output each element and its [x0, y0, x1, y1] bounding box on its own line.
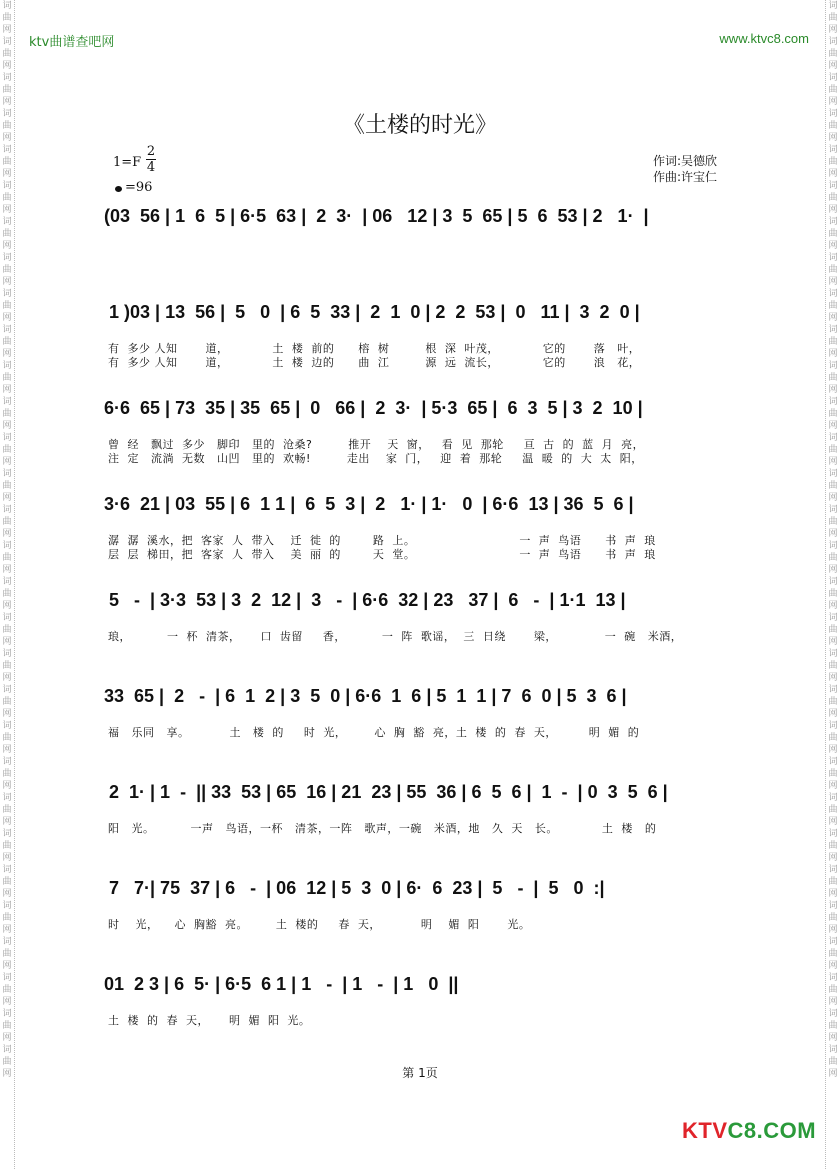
time-signature-bottom: 4	[146, 160, 156, 175]
notation: 1 )03 | 13 56 | 5 0 | 6 5 33 | 2 1 0 | 2 2 53 | 0 11 | 3 2 0 |	[104, 302, 640, 322]
time-signature	[146, 144, 156, 175]
lyric-line: 层 层 梯田，把 客家 人 带入 美 丽 的 天 堂。 一 声 鸟语 书 声 琅	[108, 548, 656, 561]
score-line-1	[104, 206, 752, 230]
composer: 作曲:许宝仁	[653, 170, 718, 184]
score-line-9	[104, 974, 752, 998]
credits	[653, 153, 717, 185]
right-watermark-strip	[825, 0, 840, 1169]
side-watermark-text: 词曲网词曲网词曲网词曲网词曲网词曲网词曲网词曲网词曲网词曲网词曲网词曲网词曲网词曲网词曲网词曲网词曲网词曲网词曲网词曲网词曲网词曲网词曲网词曲网词曲网词曲网词曲网词曲网词曲网词曲网	[2, 1, 12, 1079]
score-line-6	[104, 686, 752, 710]
song-title: 《土楼的时光》	[342, 113, 497, 138]
key-signature: 1=F	[113, 155, 142, 170]
score-line-4	[104, 494, 752, 518]
lyric-line: 曾 经 飘过 多少 脚印 里的 沧桑? 推开 天 窗， 看 见 那轮 亘 古 的 蓝 月 亮，	[108, 438, 645, 451]
page-number: 第 1页	[402, 1066, 438, 1080]
notation: (03 56 | 1 6 5 | 6·5 63 | 2 3· | 06 12 | 3 5 65 | 5 6 53 | 2 1· |	[104, 206, 649, 226]
time-signature-top: 2	[146, 144, 156, 159]
ktvc8-logo	[682, 1118, 816, 1144]
notation: 2 1· | 1 - || 33 53 | 65 16 | 21 23 | 55 36 | 6 5 6 | 1 - | 0 3 5 6 |	[104, 782, 668, 802]
logo-green-part: C8.COM	[727, 1118, 817, 1143]
lyric-line: 时 光， 心 胸豁 亮。 土 楼的 春 天， 明 媚 阳 光。	[108, 918, 531, 931]
lyricist: 作词:吴德欣	[653, 154, 718, 168]
quarter-note-icon	[115, 186, 122, 192]
site-name: ktv曲谱查吧网	[29, 35, 115, 50]
lyric-line: 琅， 一 杯 清茶， 口 齿留 香， 一 阵 歌谣， 三 日绕 梁， 一 碗 米酒，	[108, 630, 683, 643]
score-line-8	[104, 878, 752, 902]
lyric-line: 潺 潺 溪水，把 客家 人 带入 迁 徙 的 路 上。 一 声 鸟语 书 声 琅	[108, 534, 656, 547]
lyric-line: 福 乐同 享。 土 楼 的 时 光， 心 胸 豁 亮，土 楼 的 春 天， 明 媚 的	[108, 726, 640, 739]
lyric-line: 阳 光。 一声 鸟语，一杯 清茶，一阵 歌声，一碗 米酒，地 久 天 长。 土 楼 的	[108, 822, 657, 835]
notation: 5 - | 3·3 53 | 3 2 12 | 3 - | 6·6 32 | 23 37 | 6 - | 1·1 13 |	[104, 590, 626, 610]
notation: 3·6 21 | 03 55 | 6 1 1 | 6 5 3 | 2 1· | 1· 0 | 6·6 13 | 36 5 6 |	[104, 494, 634, 514]
notation: 33 65 | 2 - | 6 1 2 | 3 5 0 | 6·6 1 6 | 5 1 1 | 7 6 0 | 5 3 6 |	[104, 686, 627, 706]
score-line-2	[104, 302, 752, 326]
notation: 01 2 3 | 6 5· | 6·5 6 1 | 1 - | 1 - | 1 0 ||	[104, 974, 459, 994]
lyric-line: 有 多少 人知 道， 土 楼 前的 榕 树 根 深 叶茂， 它的 落 叶，	[108, 342, 641, 355]
logo-red-part: KTV	[682, 1118, 728, 1143]
lyric-line: 土 楼 的 春 天， 明 媚 阳 光。	[108, 1014, 311, 1027]
site-url[interactable]: www.ktvc8.com	[719, 31, 809, 46]
score-line-5	[104, 590, 752, 614]
tempo-value: =96	[125, 180, 153, 195]
notation: 7 7·| 75 37 | 6 - | 06 12 | 5 3 0 | 6· 6 23 | 5 - | 5 0 :|	[104, 878, 605, 898]
score-line-3	[104, 398, 752, 422]
lyric-line: 注 定 流淌 无数 山凹 里的 欢畅! 走出 家 门， 迎 着 那轮 温 暖 的 大 太 阳，	[108, 452, 643, 465]
side-watermark-text: 词曲网词曲网词曲网词曲网词曲网词曲网词曲网词曲网词曲网词曲网词曲网词曲网词曲网词曲网词曲网词曲网词曲网词曲网词曲网词曲网词曲网词曲网词曲网词曲网词曲网词曲网词曲网词曲网词曲网词曲网	[828, 1, 838, 1079]
notation: 6·6 65 | 73 35 | 35 65 | 0 66 | 2 3· | 5·3 65 | 6 3 5 | 3 2 10 |	[104, 398, 643, 418]
lyric-line: 有 多少 人知 道， 土 楼 边的 曲 江 源 远 流长， 它的 浪 花，	[108, 356, 641, 369]
left-watermark-strip	[0, 0, 15, 1169]
score-line-7	[104, 782, 752, 806]
tempo-marking	[115, 180, 152, 195]
